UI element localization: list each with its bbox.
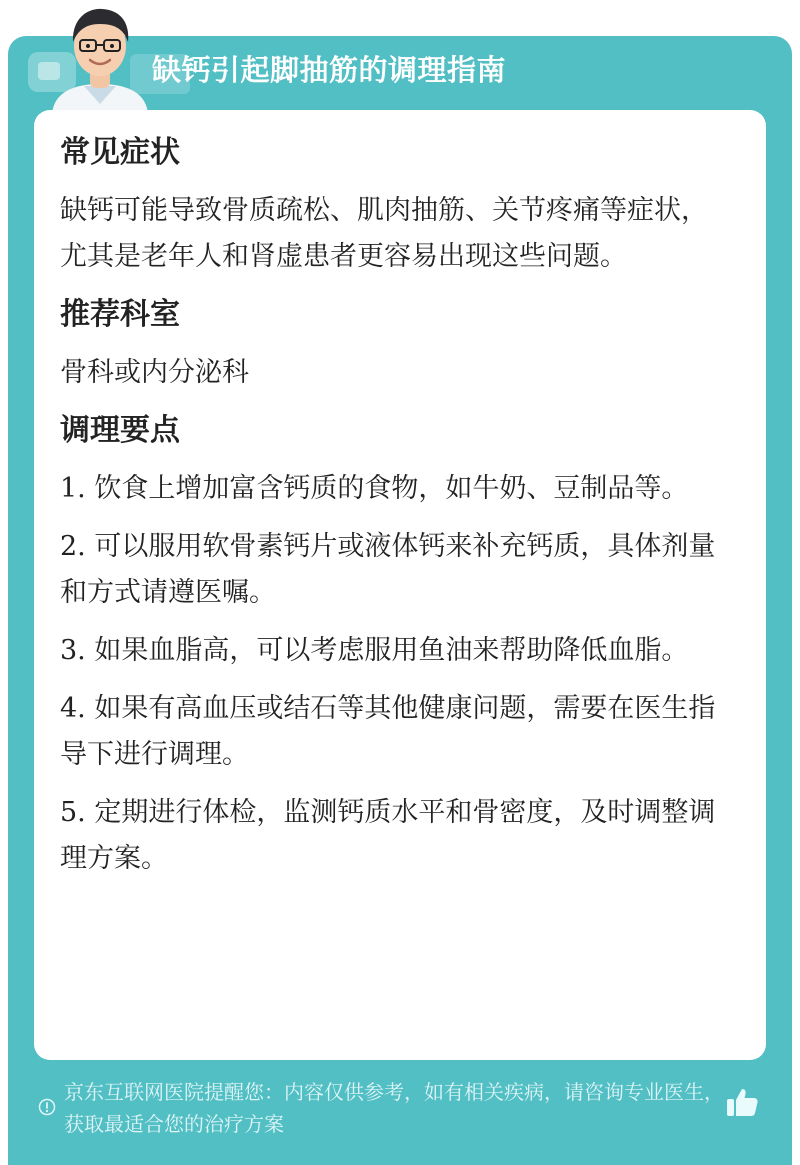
tip-text: 可以服用软骨素钙片或液体钙来补充钙质，具体剂量和方式请遵医嘱。 — [60, 531, 716, 608]
tip-text: 如果有高血压或结石等其他健康问题，需要在医生指导下进行调理。 — [60, 693, 716, 770]
tip-item — [60, 628, 730, 674]
thumbs-up-icon[interactable] — [724, 1084, 760, 1120]
tip-text: 定期进行体检，监测钙质水平和骨密度，及时调整调理方案。 — [60, 797, 716, 874]
section-title-symptoms: 常见症状 — [60, 135, 180, 170]
content-body — [60, 132, 730, 894]
section-title-department: 推荐科室 — [60, 297, 180, 332]
tip-item — [60, 686, 730, 778]
tip-number: 2. — [60, 531, 86, 562]
tip-number: 1. — [60, 473, 86, 504]
tip-item — [60, 524, 730, 616]
content-panel — [34, 110, 766, 1060]
doctor-avatar-icon — [44, 0, 156, 114]
disclaimer-text: 京东互联网医院提醒您：内容仅供参考，如有相关疾病，请咨询专业医生，获取最适合您的治疗方案 — [64, 1080, 724, 1136]
tip-number: 4. — [60, 693, 86, 724]
tip-text: 如果血脂高，可以考虑服用鱼油来帮助降低血脂。 — [94, 635, 689, 666]
tip-text: 饮食上增加富含钙质的食物，如牛奶、豆制品等。 — [94, 473, 689, 504]
tip-item — [60, 466, 730, 512]
info-icon — [38, 1098, 56, 1116]
symptoms-text: 缺钙可能导致骨质疏松、肌肉抽筋、关节疼痛等症状，尤其是老年人和肾虚患者更容易出现这些问题。 — [60, 195, 708, 272]
tip-item — [60, 790, 730, 882]
tip-number: 5. — [60, 797, 86, 828]
tip-number: 3. — [60, 635, 86, 666]
page-title: 缺钙引起脚抽筋的调理指南 — [152, 53, 507, 87]
department-text: 骨科或内分泌科 — [60, 357, 249, 388]
section-title-tips: 调理要点 — [60, 413, 180, 448]
